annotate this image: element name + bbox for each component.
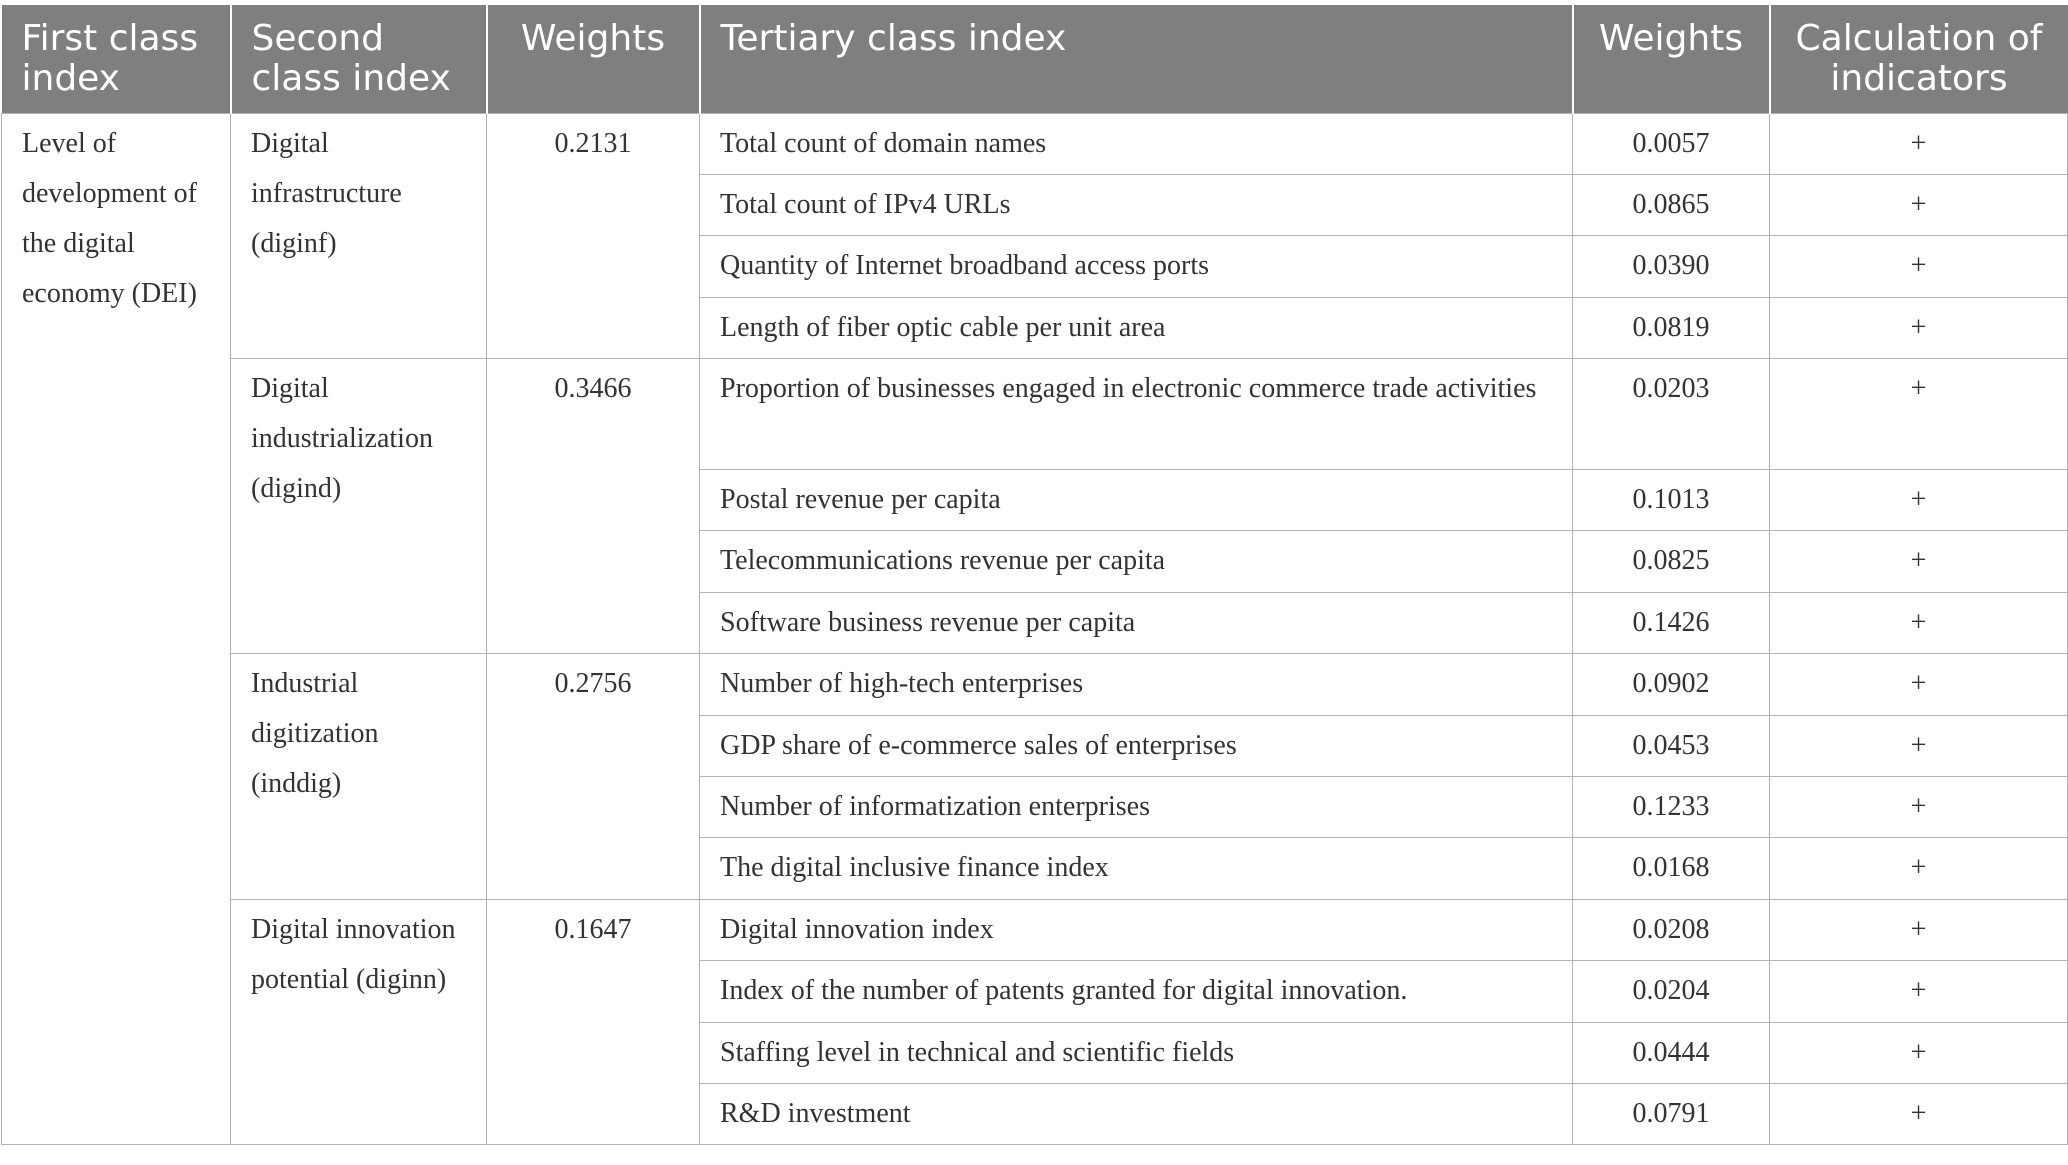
table-row bbox=[2, 899, 2068, 960]
tertiary-index-cell: Proportion of businesses engaged in electronic commerce trade activities bbox=[700, 359, 1573, 470]
calculation-cell: + bbox=[1770, 961, 2068, 1022]
calculation-cell: + bbox=[1770, 1022, 2068, 1083]
tertiary-index-cell: GDP share of e-commerce sales of enterprises bbox=[700, 715, 1573, 776]
tertiary-weight-cell: 0.1233 bbox=[1573, 777, 1770, 838]
calculation-cell: + bbox=[1770, 531, 2068, 592]
second-class-index-cell: Digital infrastructure (diginf) bbox=[231, 113, 487, 359]
header-second-class-index: Second class index bbox=[231, 5, 487, 113]
tertiary-index-cell: Postal revenue per capita bbox=[700, 470, 1573, 531]
tertiary-index-cell: Total count of IPv4 URLs bbox=[700, 174, 1573, 235]
tertiary-index-cell: The digital inclusive finance index bbox=[700, 838, 1573, 899]
tertiary-weight-cell: 0.0791 bbox=[1573, 1083, 1770, 1144]
second-class-index-cell: Digital industrialization (digind) bbox=[231, 359, 487, 654]
table-row bbox=[2, 654, 2068, 715]
tertiary-weight-cell: 0.0168 bbox=[1573, 838, 1770, 899]
tertiary-index-cell: Software business revenue per capita bbox=[700, 592, 1573, 653]
tertiary-index-cell: Telecommunications revenue per capita bbox=[700, 531, 1573, 592]
second-class-index-cell: Industrial digitization (inddig) bbox=[231, 654, 487, 900]
digital-economy-index-table bbox=[1, 5, 2068, 1145]
table-header-row bbox=[2, 5, 2068, 113]
tertiary-weight-cell: 0.0444 bbox=[1573, 1022, 1770, 1083]
header-calculation-of-indicators: Calculation of indicators bbox=[1770, 5, 2068, 113]
second-class-index-cell: Digital innovation potential (diginn) bbox=[231, 899, 487, 1145]
tertiary-weight-cell: 0.0819 bbox=[1573, 297, 1770, 358]
calculation-cell: + bbox=[1770, 297, 2068, 358]
calculation-cell: + bbox=[1770, 174, 2068, 235]
first-class-index-cell: Level of development of the digital economy (DEI) bbox=[2, 113, 231, 1145]
calculation-cell: + bbox=[1770, 654, 2068, 715]
tertiary-index-cell: Digital innovation index bbox=[700, 899, 1573, 960]
header-second-weights: Weights bbox=[487, 5, 700, 113]
header-tertiary-class-index: Tertiary class index bbox=[700, 5, 1573, 113]
calculation-cell: + bbox=[1770, 470, 2068, 531]
calculation-cell: + bbox=[1770, 113, 2068, 174]
table-row bbox=[2, 359, 2068, 470]
tertiary-index-cell: Length of fiber optic cable per unit area bbox=[700, 297, 1573, 358]
calculation-cell: + bbox=[1770, 777, 2068, 838]
tertiary-index-cell: Quantity of Internet broadband access ports bbox=[700, 236, 1573, 297]
header-tertiary-weights: Weights bbox=[1573, 5, 1770, 113]
tertiary-index-cell: Number of high-tech enterprises bbox=[700, 654, 1573, 715]
second-class-weight-cell: 0.2131 bbox=[487, 113, 700, 359]
calculation-cell: + bbox=[1770, 715, 2068, 776]
tertiary-weight-cell: 0.0453 bbox=[1573, 715, 1770, 776]
tertiary-weight-cell: 0.1426 bbox=[1573, 592, 1770, 653]
calculation-cell: + bbox=[1770, 236, 2068, 297]
header-first-class-index: First class index bbox=[2, 5, 231, 113]
second-class-weight-cell: 0.2756 bbox=[487, 654, 700, 900]
tertiary-index-cell: Total count of domain names bbox=[700, 113, 1573, 174]
tertiary-weight-cell: 0.0057 bbox=[1573, 113, 1770, 174]
tertiary-index-cell: R&D investment bbox=[700, 1083, 1573, 1144]
calculation-cell: + bbox=[1770, 899, 2068, 960]
calculation-cell: + bbox=[1770, 359, 2068, 470]
tertiary-weight-cell: 0.0204 bbox=[1573, 961, 1770, 1022]
calculation-cell: + bbox=[1770, 1083, 2068, 1144]
calculation-cell: + bbox=[1770, 838, 2068, 899]
tertiary-index-cell: Index of the number of patents granted for digital innovation. bbox=[700, 961, 1573, 1022]
table-row bbox=[2, 113, 2068, 174]
second-class-weight-cell: 0.3466 bbox=[487, 359, 700, 654]
tertiary-weight-cell: 0.0865 bbox=[1573, 174, 1770, 235]
tertiary-index-cell: Staffing level in technical and scientific fields bbox=[700, 1022, 1573, 1083]
tertiary-weight-cell: 0.1013 bbox=[1573, 470, 1770, 531]
tertiary-weight-cell: 0.0203 bbox=[1573, 359, 1770, 470]
calculation-cell: + bbox=[1770, 592, 2068, 653]
tertiary-weight-cell: 0.0825 bbox=[1573, 531, 1770, 592]
tertiary-weight-cell: 0.0390 bbox=[1573, 236, 1770, 297]
second-class-weight-cell: 0.1647 bbox=[487, 899, 700, 1145]
tertiary-weight-cell: 0.0208 bbox=[1573, 899, 1770, 960]
tertiary-weight-cell: 0.0902 bbox=[1573, 654, 1770, 715]
tertiary-index-cell: Number of informatization enterprises bbox=[700, 777, 1573, 838]
